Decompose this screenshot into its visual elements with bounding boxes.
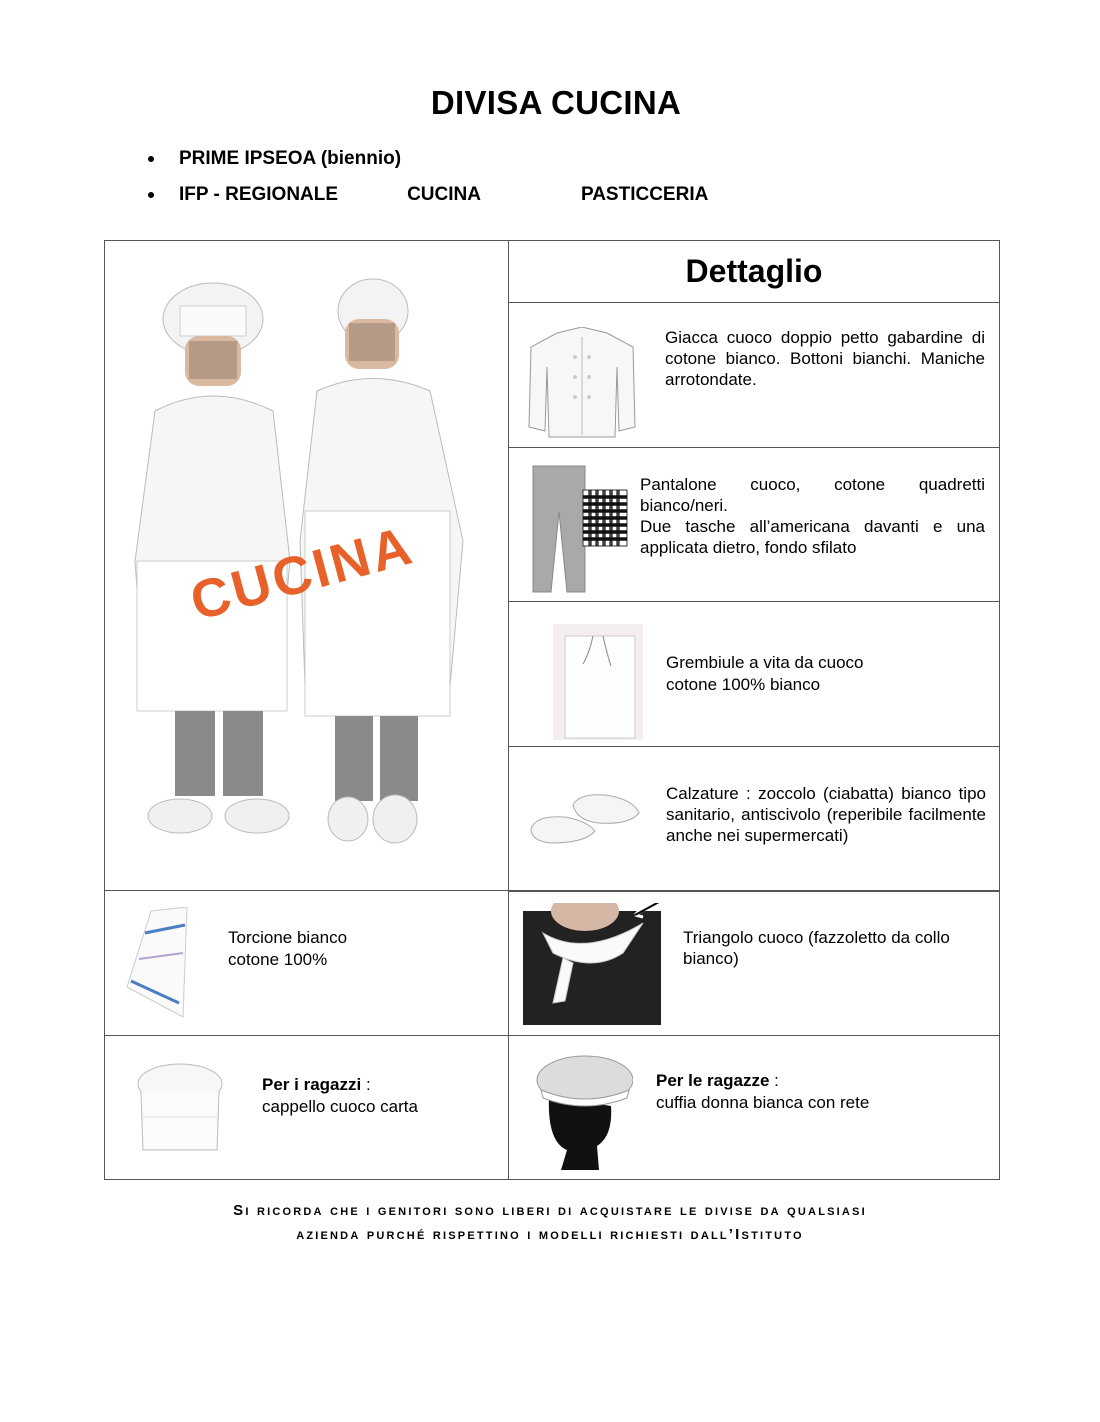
neckerchief-description: Triangolo cuoco (fazzoletto da collo bianco) — [683, 928, 950, 968]
apron-cell — [508, 601, 1000, 747]
bullet-text: PASTICCERIA — [580, 184, 709, 205]
boys-hat-cell — [104, 1035, 509, 1180]
boys-hat-label — [262, 1074, 502, 1095]
footer-note-line-1: Si ricorda che i genitori sono liberi di acquistare le divise da qualsiasi — [233, 1202, 867, 1219]
chef-jacket-icon — [527, 327, 637, 442]
bullet-text: PRIME IPSEOA (biennio) — [179, 148, 402, 169]
uniform-table — [104, 240, 1000, 1180]
bullet-item — [148, 184, 708, 206]
trousers-description-1: Pantalone cuoco, cotone quadretti bianco/neri. — [640, 475, 985, 515]
trousers-cell — [508, 447, 1000, 602]
neckerchief-photo — [523, 903, 663, 1025]
girls-cap-label-sep: : — [769, 1071, 779, 1090]
apron-description-1: Grembiule a vita da cuoco — [666, 653, 864, 672]
shoes-cell — [508, 746, 1000, 892]
girls-cap-description: cuffia donna bianca con rete — [656, 1093, 870, 1112]
apron-description-2: cotone 100% bianco — [666, 675, 821, 694]
detail-header-cell — [508, 240, 1000, 303]
shoes-description: Calzature : zoccolo (ciabatta) bianco tipo sanitario, antiscivolo (reperibile facilmente anche nei supermercati) — [666, 784, 986, 845]
trousers-description-2: Due tasche all’americana davanti e una applicata dietro, fondo sfilato — [640, 517, 985, 557]
bullet-text: CUCINA — [407, 184, 481, 205]
boys-hat-label-sep: : — [361, 1075, 371, 1094]
hairnet-cap-icon — [527, 1050, 633, 1170]
apron-icon — [553, 624, 643, 740]
girls-cap-label-strong: Per le ragazze — [656, 1071, 770, 1090]
chef-hat-icon — [135, 1062, 225, 1154]
page-title: DIVISA CUCINA — [430, 84, 682, 121]
checkered-swatch — [583, 490, 627, 546]
bullet-dot — [148, 192, 154, 198]
cucina-stamp: CUCINA — [184, 515, 421, 633]
boys-hat-description: cappello cuoco carta — [262, 1097, 418, 1116]
neckerchief-cell — [508, 890, 1000, 1036]
boys-hat-label-strong: Per i ragazzi — [262, 1075, 362, 1094]
towel-icon — [121, 907, 193, 1019]
uniform-photo — [105, 241, 508, 890]
clogs-icon — [525, 791, 643, 853]
bullet-item — [148, 148, 401, 170]
girls-cap-cell — [508, 1035, 1000, 1180]
towel-cell — [104, 890, 509, 1036]
uniform-photo-cell — [104, 240, 509, 891]
trousers-icon — [529, 462, 629, 594]
jacket-cell — [508, 302, 1000, 448]
bullet-dot — [148, 156, 154, 162]
towel-description-1: Torcione bianco — [228, 928, 348, 947]
bullet-text: IFP - REGIONALE — [179, 184, 339, 205]
jacket-description: Giacca cuoco doppio petto gabardine di cotone bianco. Bottoni bianchi. Maniche arrotondate. — [665, 328, 985, 389]
detail-header: Dettaglio — [685, 253, 823, 289]
girls-cap-label — [656, 1070, 976, 1091]
towel-description-2: cotone 100% — [228, 950, 328, 969]
footer-note-line-2: azienda purché rispettino i modelli richiesti dall’Istituto — [296, 1226, 804, 1243]
